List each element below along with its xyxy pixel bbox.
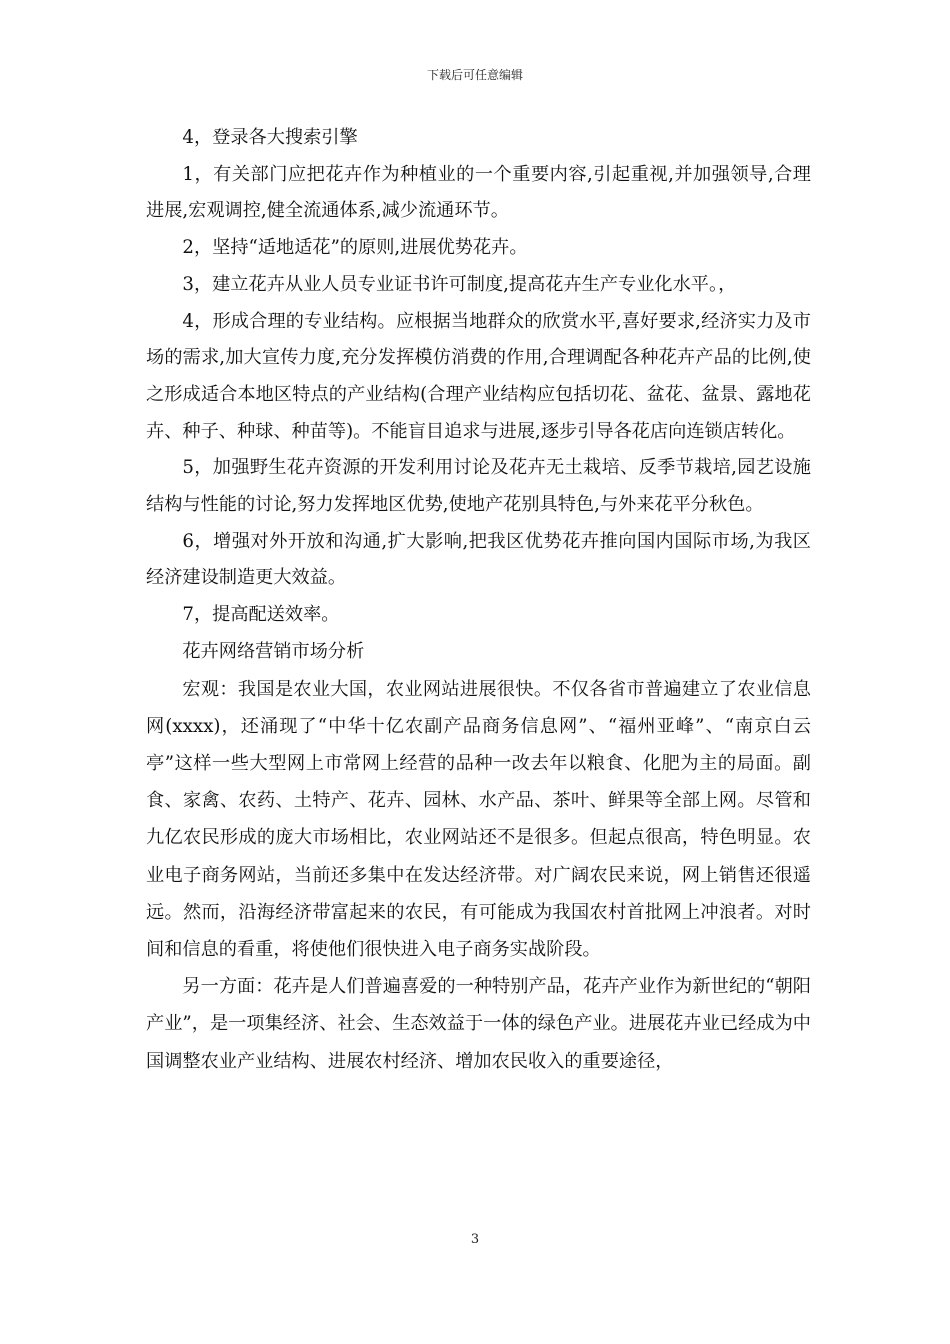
paragraph-macro: 宏观：我国是农业大国，农业网站进展很快。不仅各省市普遍建立了农业信息网(xxxx)，还涌现了“中华十亿农副产品商务信息网”、“福州亚峰”、“南京白云亭”这样一些大型网上市常网上经营的品种一改去年以粮食、化肥为主的局面。副食、家禽、农药、土特产、花卉、园林、水产品、茶叶、鲜果等全部上网。尽管和九亿农民形成的庞大市场相比，农业网站还不是很多。但起点很高，特色明显。农业电子商务网站，当前还多集中在发达经济带。对广阔农民来说，网上销售还很遥远。然而，沿海经济带富起来的农民，有可能成为我国农村首批网上冲浪者。对时间和信息的看重，将使他们很快进入电子商务实战阶段。	[146, 678, 811, 960]
paragraph-item-5: 5，加强野生花卉资源的开发利用讨论及花卉无土栽培、反季节栽培,园艺设施结构与性能的讨论,努力发挥地区优势,使地产花别具特色,与外来花平分秋色。	[146, 457, 811, 516]
page-number: 3	[470, 1232, 480, 1247]
paragraph-item-1: 1，有关部门应把花卉作为种植业的一个重要内容,引起重视,并加强领导,合理进展,宏观调控,健全流通体系,减少流通环节。	[146, 163, 811, 222]
paragraph-search-engines: 4，登录各大搜索引擎	[182, 127, 358, 148]
section-heading: 花卉网络营销市场分析	[182, 640, 365, 662]
document-body	[146, 120, 811, 1080]
paragraph-item-3: 3，建立花卉从业人员专业证书许可制度,提高花卉生产专业化水平。，	[182, 273, 737, 295]
paragraph-item-6: 6，增强对外开放和沟通,扩大影响,把我区优势花卉推向国内国际市场,为我区经济建设制造更大效益。	[146, 530, 811, 589]
paragraph-item-2: 2，坚持“适地适花”的原则,进展优势花卉。	[182, 237, 528, 259]
page-header: 下载后可任意编辑	[426, 68, 523, 82]
paragraph-other-side: 另一方面：花卉是人们普遍喜爱的一种特别产品，花卉产业作为新世纪的“朝阳产业”，是一项集经济、社会、生态效益于一体的绿色产业。进展花卉业已经成为中国调整农业产业结构、进展农村经济、增加农民收入的重要途径，	[146, 976, 811, 1072]
paragraph-item-4: 4，形成合理的专业结构。应根据当地群众的欣赏水平,喜好要求,经济实力及市场的需求,加大宣传力度,充分发挥模仿消费的作用,合理调配各种花卉产品的比例,使之形成适合本地区特点的产业结构(合理产业结构应包括切花、盆花、盆景、露地花卉、种子、种球、种苗等)。不能盲目追求与进展,逐步引导各花店向连锁店转化。	[146, 310, 811, 442]
paragraph-item-7: 7，提高配送效率。	[182, 604, 340, 626]
